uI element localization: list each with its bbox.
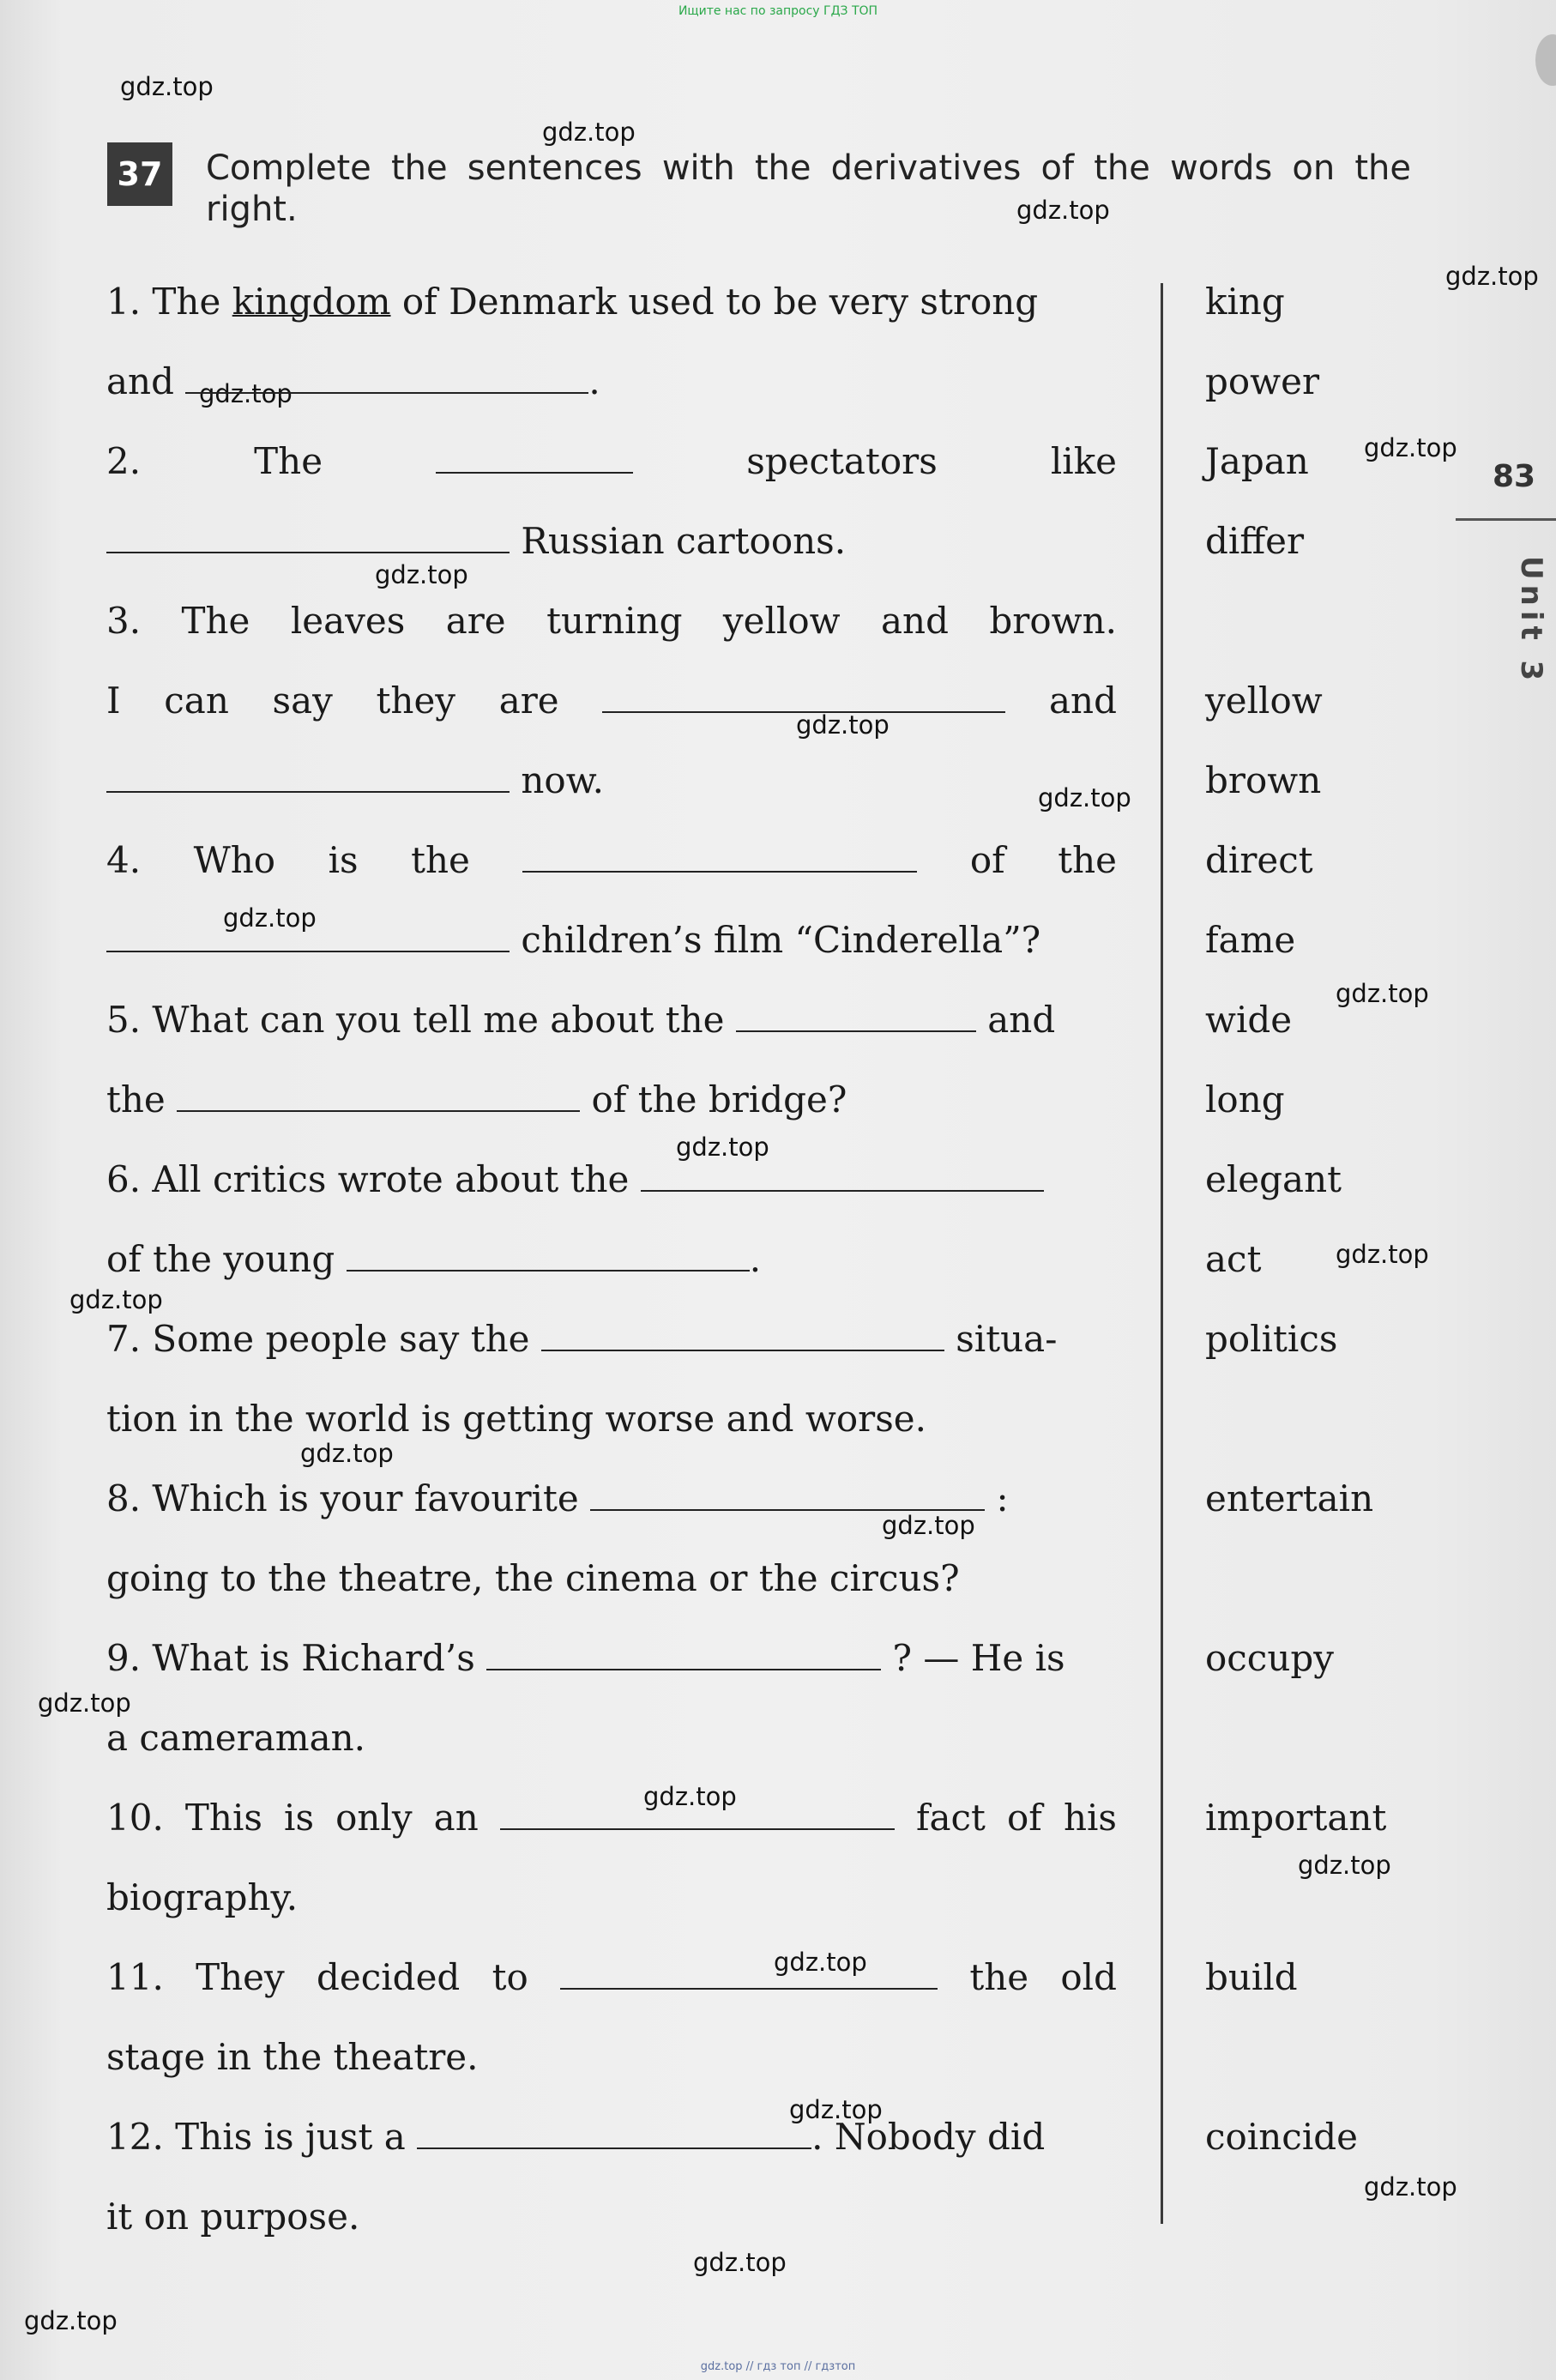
exercise-instruction: Complete the sentences with the derivatives of the words on the right.	[206, 148, 1411, 229]
watermark: gdz.top	[796, 710, 890, 740]
sentence-line: 1. The kingdom of Denmark used to be very strong	[106, 281, 1039, 323]
sentence-line: of the young .	[106, 1238, 762, 1280]
root-word: occupy	[1205, 1637, 1334, 1679]
sentence-line: 9. What is Richard’s ? — He is	[106, 1637, 1065, 1679]
root-word: differ	[1205, 520, 1305, 562]
watermark: gdz.top	[789, 2095, 883, 2124]
answer-blank[interactable]	[185, 366, 588, 394]
root-word: fame	[1205, 919, 1296, 961]
root-word: entertain	[1205, 1477, 1374, 1519]
exercise-number-badge: 37	[107, 142, 172, 206]
root-word: yellow	[1205, 680, 1323, 722]
sentence-line: 3. The leaves are turning yellow and brown.	[106, 600, 1117, 642]
watermark: gdz.top	[69, 1285, 163, 1314]
answer-blank[interactable]	[541, 1324, 944, 1351]
sentence-line: 8. Which is your favourite :	[106, 1477, 1009, 1519]
answer-blank[interactable]	[590, 1483, 985, 1511]
sentence-line: Russian cartoons.	[106, 520, 1117, 563]
watermark: gdz.top	[38, 1688, 131, 1718]
root-word: power	[1205, 360, 1320, 402]
watermark: gdz.top	[1336, 1240, 1429, 1269]
watermark: gdz.top	[1364, 2172, 1457, 2202]
sentence-line: 5. What can you tell me about the and	[106, 999, 1056, 1041]
root-word: brown	[1205, 759, 1322, 801]
column-divider	[1161, 283, 1163, 2224]
answer-blank[interactable]	[106, 765, 510, 793]
sentence-line: 2. The spectators like	[106, 440, 1117, 482]
answer-blank[interactable]	[106, 925, 510, 952]
watermark: gdz.top	[774, 1948, 867, 1977]
answer-blank[interactable]	[177, 1084, 580, 1112]
root-word: direct	[1205, 839, 1313, 881]
root-word: long	[1205, 1078, 1285, 1121]
watermark: gdz.top	[643, 1782, 737, 1811]
answer-blank[interactable]	[560, 1962, 938, 1990]
answer-blank[interactable]	[417, 2122, 811, 2149]
underlined-example-word: kingdom	[232, 281, 391, 323]
sentence-line: going to the theatre, the cinema or the circus?	[106, 1557, 960, 1599]
sentence-line: and .	[106, 360, 600, 402]
sentence-line: children’s film “Cinderella”?	[106, 919, 1117, 962]
watermark: gdz.top	[199, 379, 293, 408]
sentence-line: 12. This is just a . Nobody did	[106, 2116, 1046, 2158]
answer-blank[interactable]	[500, 1803, 895, 1830]
answer-blank[interactable]	[436, 446, 633, 474]
unit-divider-rule	[1456, 518, 1556, 521]
sentence-line: 10. This is only an fact of his	[106, 1797, 1117, 1839]
page-number: 83	[1493, 459, 1536, 494]
answer-blank[interactable]	[602, 686, 1005, 713]
answer-blank[interactable]	[347, 1244, 750, 1272]
root-word: build	[1205, 1956, 1298, 1998]
watermark: gdz.top	[1038, 783, 1131, 812]
watermark: gdz.top	[882, 1511, 975, 1540]
root-word: Japan	[1205, 440, 1309, 482]
answer-blank[interactable]	[486, 1643, 881, 1670]
watermark: gdz.top	[1336, 979, 1429, 1008]
sentence-line: a cameraman.	[106, 1717, 366, 1759]
watermark: gdz.top	[375, 560, 468, 589]
watermark: gdz.top	[223, 903, 317, 933]
answer-blank[interactable]	[641, 1164, 1044, 1192]
root-word: king	[1205, 281, 1285, 323]
answer-blank[interactable]	[736, 1005, 976, 1032]
watermark: gdz.top	[1364, 433, 1457, 462]
footer-banner: gdz.top // гдз топ // гдзтоп	[700, 2360, 856, 2373]
sentence-line: stage in the theatre.	[106, 2036, 479, 2078]
sentence-line: it on purpose.	[106, 2196, 360, 2238]
watermark: gdz.top	[693, 2248, 787, 2277]
answer-blank[interactable]	[106, 526, 510, 553]
page-corner-mark	[1535, 34, 1556, 86]
watermark: gdz.top	[120, 72, 214, 101]
root-word: coincide	[1205, 2116, 1358, 2158]
sentence-line: 4. Who is the of the	[106, 839, 1118, 881]
answer-blank[interactable]	[522, 845, 917, 873]
watermark: gdz.top	[300, 1439, 394, 1468]
sentence-line: 7. Some people say the situa-	[106, 1318, 1058, 1360]
root-word: wide	[1205, 999, 1293, 1041]
unit-label: Unit 3	[1514, 556, 1548, 686]
watermark: gdz.top	[24, 2306, 118, 2335]
root-word: elegant	[1205, 1158, 1342, 1200]
sentence-line: tion in the world is getting worse and worse.	[106, 1398, 926, 1440]
root-word: act	[1205, 1238, 1262, 1280]
sentence-line: biography.	[106, 1876, 299, 1918]
sentence-line: I can say they are and	[106, 680, 1117, 722]
sentence-line: 6. All critics wrote about the	[106, 1158, 1117, 1201]
search-banner: Ищите нас по запросу ГДЗ ТОП	[678, 4, 878, 18]
watermark: gdz.top	[676, 1133, 769, 1162]
watermark: gdz.top	[1298, 1851, 1391, 1880]
sentence-line: the of the bridge?	[106, 1078, 847, 1121]
watermark: gdz.top	[1445, 262, 1539, 291]
watermark: gdz.top	[542, 118, 636, 147]
sentence-line: now.	[106, 759, 1117, 802]
sentence-line: 11. They decided to the old	[106, 1956, 1117, 1998]
root-word: politics	[1205, 1318, 1338, 1360]
watermark: gdz.top	[1016, 196, 1110, 225]
root-word: important	[1205, 1797, 1387, 1839]
